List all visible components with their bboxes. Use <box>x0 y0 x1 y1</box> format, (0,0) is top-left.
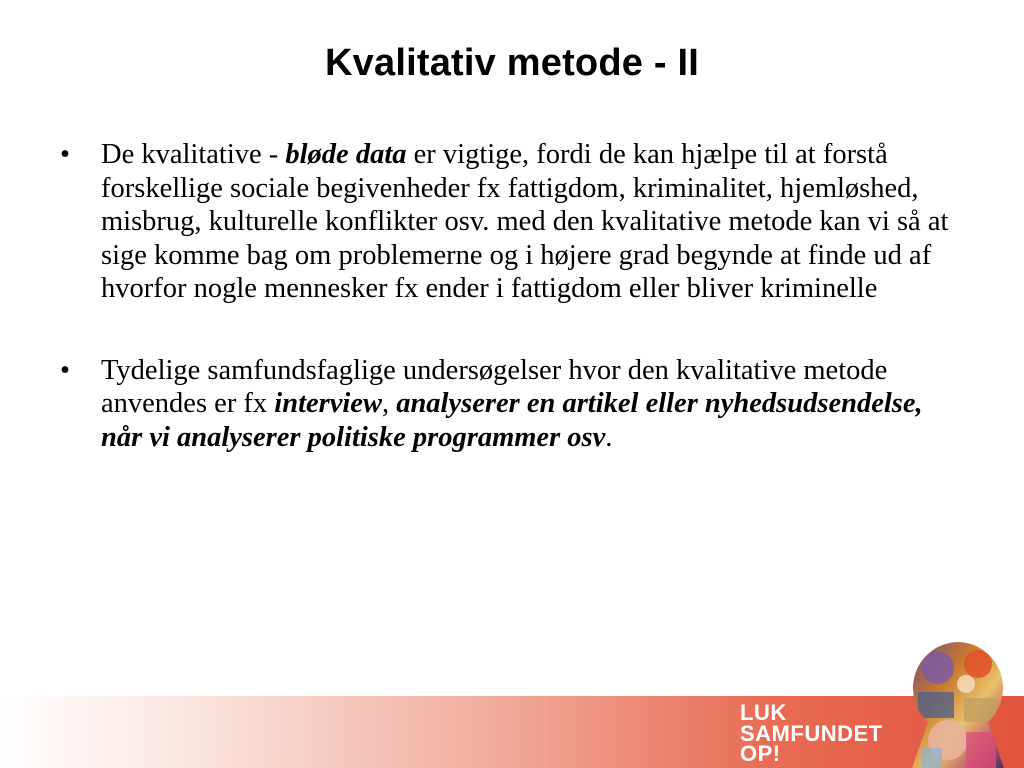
logo-line: LUK <box>740 700 787 725</box>
text-segment: er vigtige, fordi de kan hjælpe til at forstå forskellige sociale begivenheder fx fattigdom, kriminalitet, hjemløshed, misbrug, kulturelle konflikter osv. med den kvalitative metode kan vi så at sige komme bag om problemerne og i højere grad begynde at finde ud af hvorfor nogle mennesker fx ender i fattigdom eller bliver kriminelle <box>101 139 949 304</box>
slide-title: Kvalitativ metode - II <box>325 42 699 84</box>
text-segment: De kvalitative - <box>101 139 286 170</box>
text-segment: . <box>605 421 613 453</box>
emphasis-segment: bløde data <box>285 139 407 170</box>
keyhole-collage-icon <box>908 640 1008 768</box>
bullet-dot-icon: • <box>60 354 70 386</box>
logo-line: SAMFUNDET <box>740 720 883 746</box>
logo-line: OP! <box>740 741 781 766</box>
bullet-dot-icon: • <box>60 139 70 170</box>
emphasis-segment: interview <box>274 388 382 419</box>
bullet-text <box>101 355 923 453</box>
text-segment: , <box>381 388 397 419</box>
emphasis-segment: analyserer en artikel eller nyhedsudsendelse, når vi analyserer politiske programmer osv <box>101 388 923 453</box>
bullet-item <box>60 354 970 455</box>
bullet-item <box>60 138 970 306</box>
logo-text <box>740 700 883 766</box>
bullet-list <box>60 138 970 502</box>
text-segment: Tydelige samfundsfaglige undersøgelser hvor den kvalitative metode anvendes er fx <box>101 354 888 419</box>
bullet-text <box>101 139 948 304</box>
